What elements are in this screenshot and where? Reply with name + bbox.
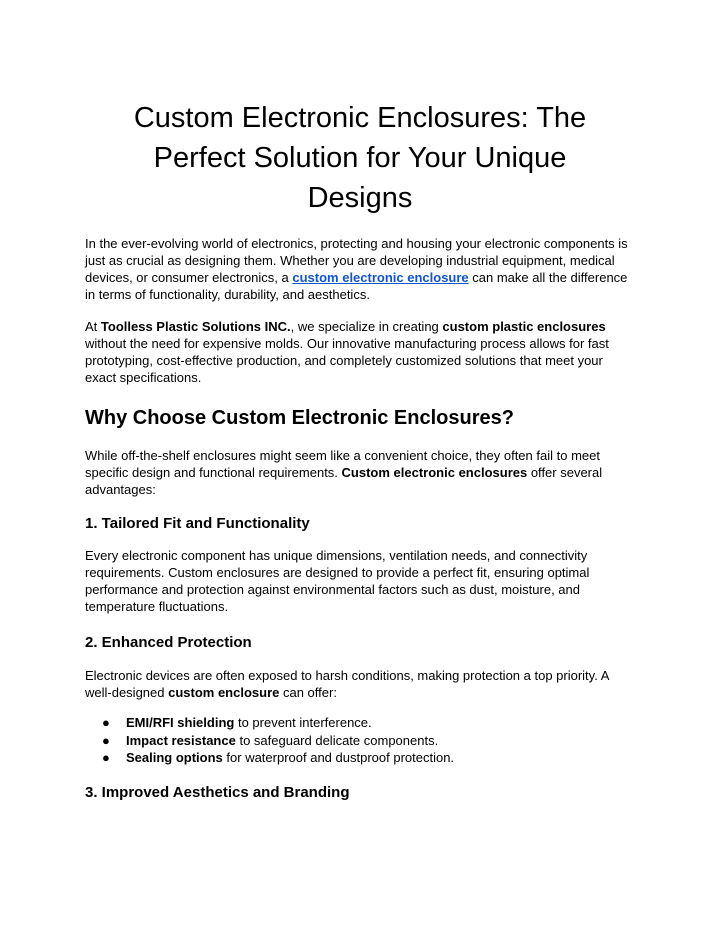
bullet-icon: ●	[102, 715, 110, 730]
bullet-bold: Sealing options	[126, 750, 223, 765]
list-item	[85, 732, 637, 750]
list-item	[85, 749, 637, 767]
bullet-icon: ●	[102, 732, 110, 748]
about-paragraph	[85, 318, 637, 386]
about-bold-term: custom plastic enclosures	[442, 319, 606, 334]
section2-paragraph	[85, 667, 637, 701]
bullet-bold: EMI/RFI shielding	[126, 715, 235, 730]
title-line-1: Custom Electronic Enclosures: The	[133, 102, 587, 134]
why-text: While off-the-shelf enclosures might seem like a convenient choice, they often fail to meet specific design and functional requirements.	[85, 448, 600, 480]
section2-heading: 2. Enhanced Protection	[85, 634, 252, 651]
why-heading: Why Choose Custom Electronic Enclosures?	[85, 407, 514, 429]
intro-text-after: can make all the difference in terms of functionality, durability, and aesthetics.	[85, 270, 628, 302]
why-paragraph	[85, 447, 637, 498]
section3-heading: 3. Improved Aesthetics and Branding	[85, 784, 350, 801]
about-prefix: At	[85, 319, 101, 334]
why-suffix: offer several advantages:	[85, 465, 603, 497]
about-suffix: without the need for expensive molds. Our innovative manufacturing process allows for fast prototyping, cost-effective production, and completely customized solutions that meet your exact specifications.	[85, 336, 609, 385]
intro-text-before: In the ever-evolving world of electronics, protecting and housing your electronic components is just as crucial as designing them. Whether you are developing industrial equipment, medical devices, or consumer electronics, a	[85, 236, 628, 285]
title-line-3: Designs	[307, 182, 413, 214]
bullet-text: for waterproof and dustproof protection.	[222, 750, 455, 765]
intro-paragraph	[85, 235, 637, 303]
page-title	[85, 98, 635, 218]
protection-bullet-list	[85, 714, 637, 767]
about-middle: , we specialize in creating	[290, 319, 443, 334]
bullet-text: to prevent interference.	[234, 715, 372, 730]
bullet-icon: ●	[102, 750, 110, 765]
section2-bold-term: custom enclosure	[168, 685, 280, 700]
title-line-2: Perfect Solution for Your Unique	[153, 142, 567, 174]
section2-text: Electronic devices are often exposed to harsh conditions, making protection a top priority. A well-designed	[85, 668, 609, 700]
why-bold-term: Custom electronic enclosures	[341, 465, 528, 480]
section1-heading: 1. Tailored Fit and Functionality	[85, 515, 310, 532]
company-name: Toolless Plastic Solutions INC.	[100, 319, 291, 334]
section1-paragraph: Every electronic component has unique dimensions, ventilation needs, and connectivity requirements. Custom enclosures are designed to provide a perfect fit, ensuring optimal performance and protection against environmental factors such as dust, moisture, and temperature fluctuations.	[85, 548, 590, 614]
custom-electronic-enclosure-link[interactable]: custom electronic enclosure	[292, 270, 469, 285]
list-item	[85, 714, 637, 732]
bullet-bold: Impact resistance	[126, 732, 236, 748]
section2-suffix: can offer:	[279, 685, 337, 700]
bullet-text: to safeguard delicate components.	[235, 732, 439, 748]
